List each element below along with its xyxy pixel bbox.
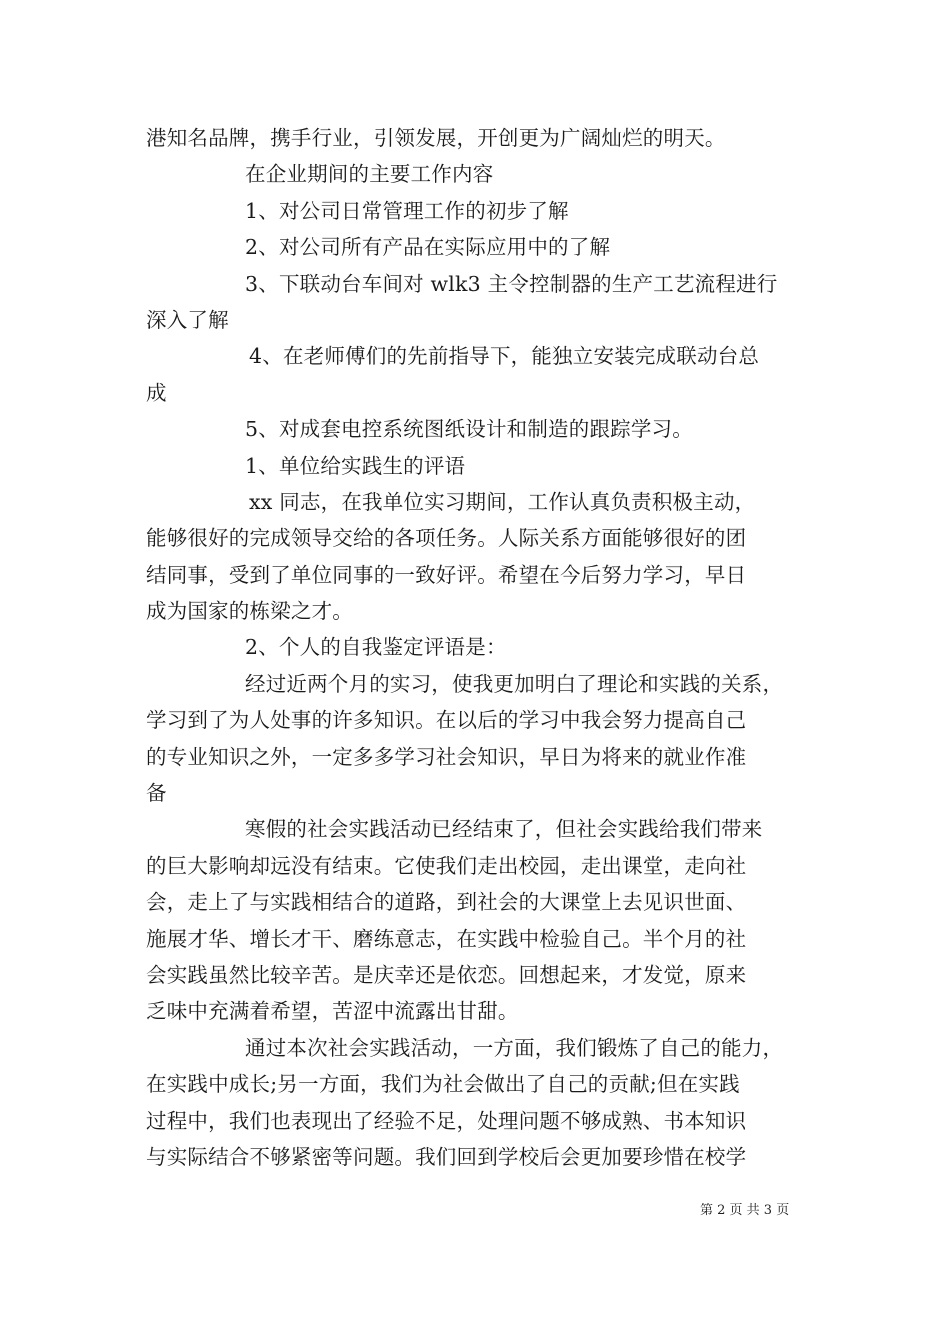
text-line: 深入了解	[146, 307, 229, 332]
text-line: 在企业期间的主要工作内容	[245, 162, 494, 187]
document-body	[146, 120, 810, 1175]
text-line: 通过本次社会实践活动，一方面，我们锻炼了自己的能力，	[245, 1035, 784, 1060]
text-line: 寒假的社会实践活动已经结束了，但社会实践给我们带来	[245, 817, 763, 842]
text-line: 成为国家的栋梁之才。	[146, 599, 353, 624]
text-line: 会实践虽然比较辛苦。是庆幸还是依恋。回想起来，才发觉，原来	[146, 962, 747, 987]
section-heading: 1、单位给实践生的评语	[245, 453, 466, 478]
text-line: 的专业知识之外，一定多多学习社会知识，早日为将来的就业作准	[146, 744, 747, 769]
list-item: 2、对公司所有产品在实际应用中的了解	[245, 235, 611, 260]
list-item: 5、对成套电控系统图纸设计和制造的跟踪学习。	[245, 417, 693, 442]
page-number-footer: 第 2 页 共 3 页	[700, 1203, 790, 1218]
text-line: 的巨大影响却远没有结束。它使我们走出校园，走出课堂，走向社	[146, 853, 747, 878]
text-line: 过程中，我们也表现出了经验不足，处理问题不够成熟、书本知识	[146, 1108, 747, 1133]
text-line: 经过近两个月的实习，使我更加明白了理论和实践的关系，	[245, 671, 784, 696]
text-line: 在实践中成长;另一方面，我们为社会做出了自己的贡献;但在实践	[146, 1072, 740, 1097]
list-item: 1、对公司日常管理工作的初步了解	[245, 198, 569, 223]
list-item: 3、下联动台车间对 wlk3 主令控制器的生产工艺流程进行	[245, 271, 778, 296]
text-line: 备	[146, 781, 167, 806]
text-line: 施展才华、增长才干、磨练意志，在实践中检验自己。半个月的社	[146, 926, 747, 951]
text-line: 乏味中充满着希望，苦涩中流露出甘甜。	[146, 999, 519, 1024]
text-line: xx 同志，在我单位实习期间，工作认真负责积极主动，	[249, 489, 756, 514]
text-line: 能够很好的完成领导交给的各项任务。人际关系方面能够很好的团	[146, 526, 747, 551]
section-heading: 2、个人的自我鉴定评语是：	[245, 635, 507, 660]
text-line: 结同事，受到了单位同事的一致好评。希望在今后努力学习，早日	[146, 562, 747, 587]
text-line: 与实际结合不够紧密等问题。我们回到学校后会更加要珍惜在校学	[146, 1144, 747, 1169]
text-line: 学习到了为人处事的许多知识。在以后的学习中我会努力提高自己	[146, 708, 747, 733]
text-line: 会，走上了与实践相结合的道路，到社会的大课堂上去见识世面、	[146, 890, 747, 915]
text-line: 成	[146, 380, 167, 405]
text-line: 港知名品牌，携手行业，引领发展，开创更为广阔灿烂的明天。	[146, 126, 726, 150]
list-item: 4、在老师傅们的先前指导下，能独立安装完成联动台总	[249, 344, 760, 369]
